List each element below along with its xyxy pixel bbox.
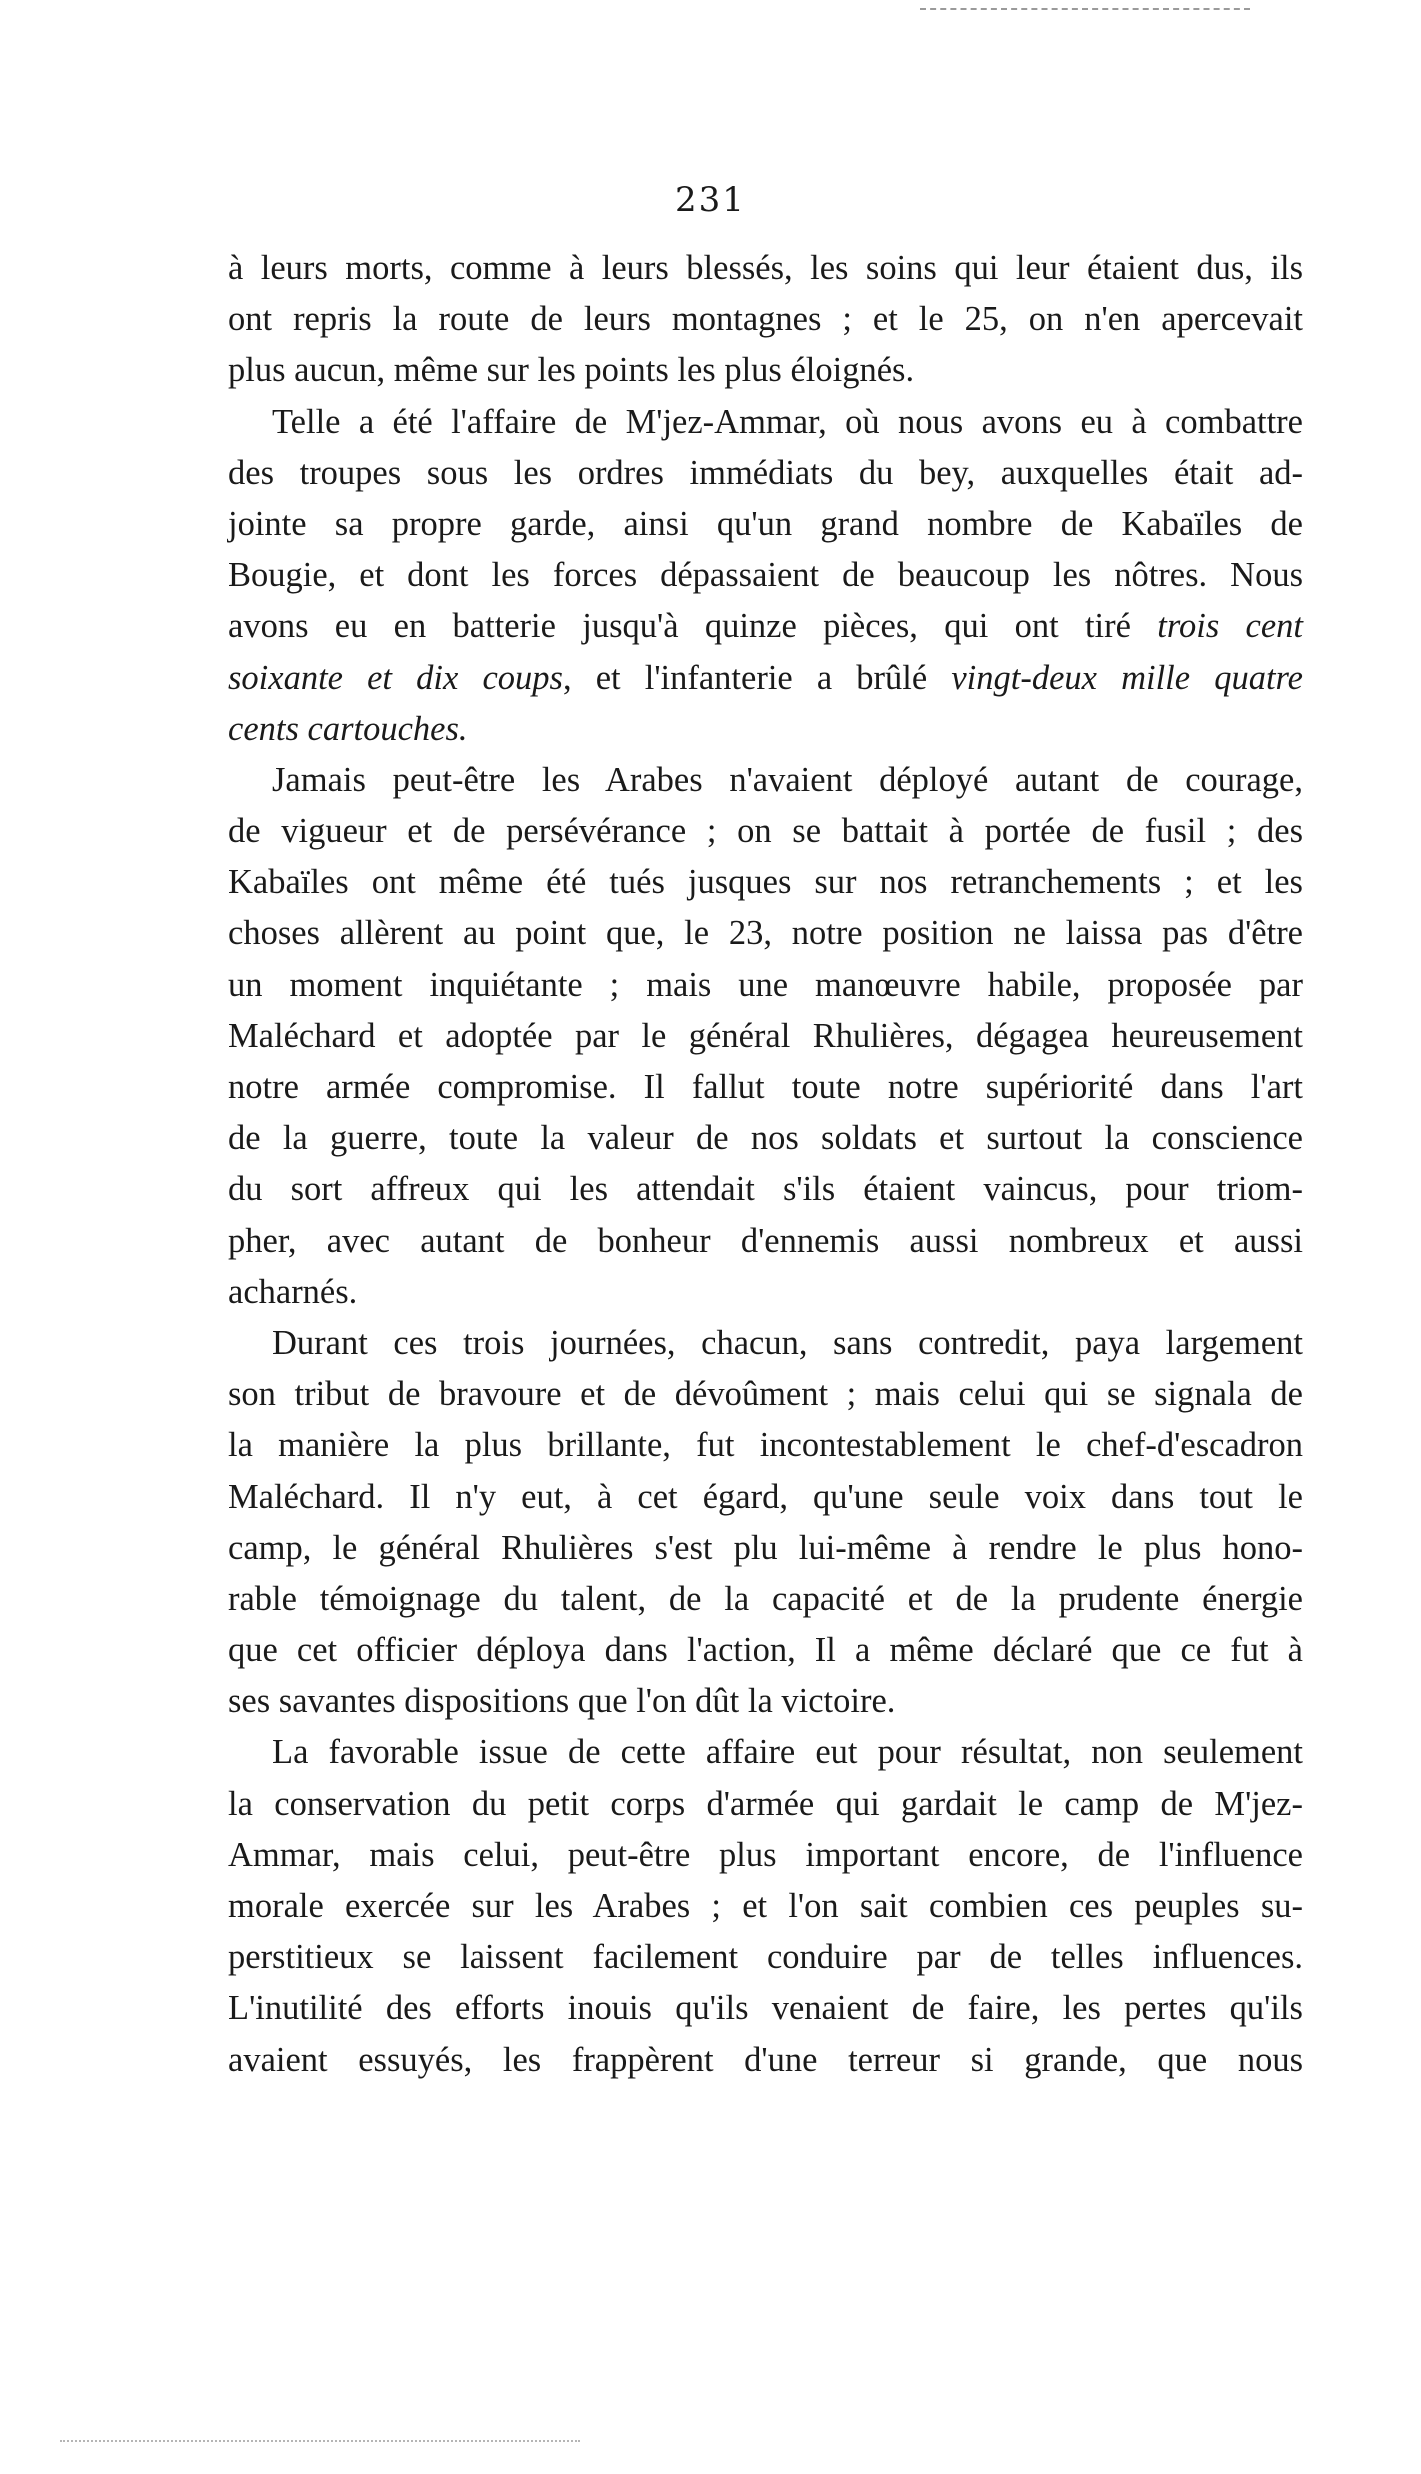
text-line: camp, le général Rhulières s'est plu lui-même à rendre le plus hono- xyxy=(228,1528,1303,1567)
text-line: à leurs morts, comme à leurs blessés, les soins qui leur étaient dus, ils xyxy=(228,249,1303,287)
text-line: notre armée compromise. Il fallut toute notre supériorité dans l'art xyxy=(228,1068,1303,1106)
text-line: jointe sa propre garde, ainsi qu'un grand nombre de Kabaïles de xyxy=(228,504,1303,543)
text-line: Jamais peut-être les Arabes n'avaient déployé autant de courage, xyxy=(272,760,1303,799)
text-line: Durant ces trois journées, chacun, sans contredit, paya largement xyxy=(272,1323,1303,1362)
text-line: des troupes sous les ordres immédiats du bey, auxquelles était ad- xyxy=(228,453,1303,492)
text-line: La favorable issue de cette affaire eut pour résultat, non seulement xyxy=(272,1733,1303,1772)
text-line xyxy=(228,704,1303,755)
paragraph xyxy=(228,243,1303,397)
text-line: la conservation du petit corps d'armée qui gardait le camp de M'jez- xyxy=(228,1784,1303,1823)
text-line xyxy=(228,653,1303,704)
text-line: rable témoignage du talent, de la capacité et de la prudente énergie xyxy=(228,1579,1303,1618)
paragraph xyxy=(228,397,1303,755)
text-line: ont repris la route de leurs montagnes ; et le 25, on n'en apercevait xyxy=(228,300,1303,339)
text-line: Maléchard et adoptée par le général Rhulières, dégagea heureusement xyxy=(228,1016,1303,1055)
text-line: Ammar, mais celui, peut-être plus important encore, de l'influence xyxy=(228,1835,1303,1874)
italic-segment: trois cent xyxy=(1157,607,1304,646)
text-line: la manière la plus brillante, fut incontestablement le chef-d'escadron xyxy=(228,1426,1303,1465)
text-line: morale exercée sur les Arabes ; et l'on sait combien ces peuples su- xyxy=(228,1887,1303,1925)
page-body-text xyxy=(228,243,1303,2086)
paragraph xyxy=(228,755,1303,1318)
text-line: acharnés. xyxy=(228,1272,358,1311)
page-number: 231 xyxy=(675,180,746,220)
text-line: plus aucun, même sur les points les plus éloignés. xyxy=(228,351,915,390)
text-segment: , et l'infanterie a brûlé xyxy=(562,658,952,697)
text-line: L'inutilité des efforts inouis qu'ils venaient de faire, les pertes qu'ils xyxy=(228,1989,1303,2028)
text-line: du sort affreux qui les attendait s'ils étaient vaincus, pour triom- xyxy=(228,1170,1303,1209)
text-line: Maléchard. Il n'y eut, à cet égard, qu'une seule voix dans tout le xyxy=(228,1477,1303,1516)
text-line: Telle a été l'affaire de M'jez-Ammar, où nous avons eu à combattre xyxy=(272,402,1303,441)
text-line: avaient essuyés, les frappèrent d'une terreur si grande, que nous xyxy=(228,2040,1303,2079)
paragraph xyxy=(228,1727,1303,2085)
text-line: Kabaïles ont même été tués jusques sur nos retranchements ; et les xyxy=(228,863,1303,902)
text-line: choses allèrent au point que, le 23, notre position ne laissa pas d'être xyxy=(228,914,1303,953)
text-line: de la guerre, toute la valeur de nos soldats et surtout la conscience xyxy=(228,1119,1303,1158)
italic-segment: vingt-deux mille quatre xyxy=(951,658,1303,697)
text-line: Bougie, et dont les forces dépassaient de beaucoup les nôtres. Nous xyxy=(228,556,1303,595)
paragraph xyxy=(228,1318,1303,1728)
text-line: de vigueur et de persévérance ; on se battait à portée de fusil ; des xyxy=(228,812,1303,851)
bottom-scan-marks xyxy=(60,2440,580,2442)
top-dashed-rule xyxy=(920,8,1250,10)
italic-segment: cents cartouches. xyxy=(228,709,468,748)
text-line xyxy=(228,601,1303,652)
italic-segment: soixante et dix coups xyxy=(228,658,563,697)
text-line: ses savantes dispositions que l'on dût la victoire. xyxy=(228,1682,896,1721)
text-segment: avons eu en batterie jusqu'à quinze pièces, qui ont tiré xyxy=(228,607,1158,646)
text-line: perstitieux se laissent facilement conduire par de telles influences. xyxy=(228,1938,1303,1977)
text-line: son tribut de bravoure et de dévoûment ; mais celui qui se signala de xyxy=(228,1375,1303,1414)
text-line: pher, avec autant de bonheur d'ennemis aussi nombreux et aussi xyxy=(228,1221,1303,1260)
text-line: un moment inquiétante ; mais une manœuvre habile, proposée par xyxy=(228,965,1303,1004)
text-line: que cet officier déploya dans l'action, Il a même déclaré que ce fut à xyxy=(228,1631,1303,1670)
